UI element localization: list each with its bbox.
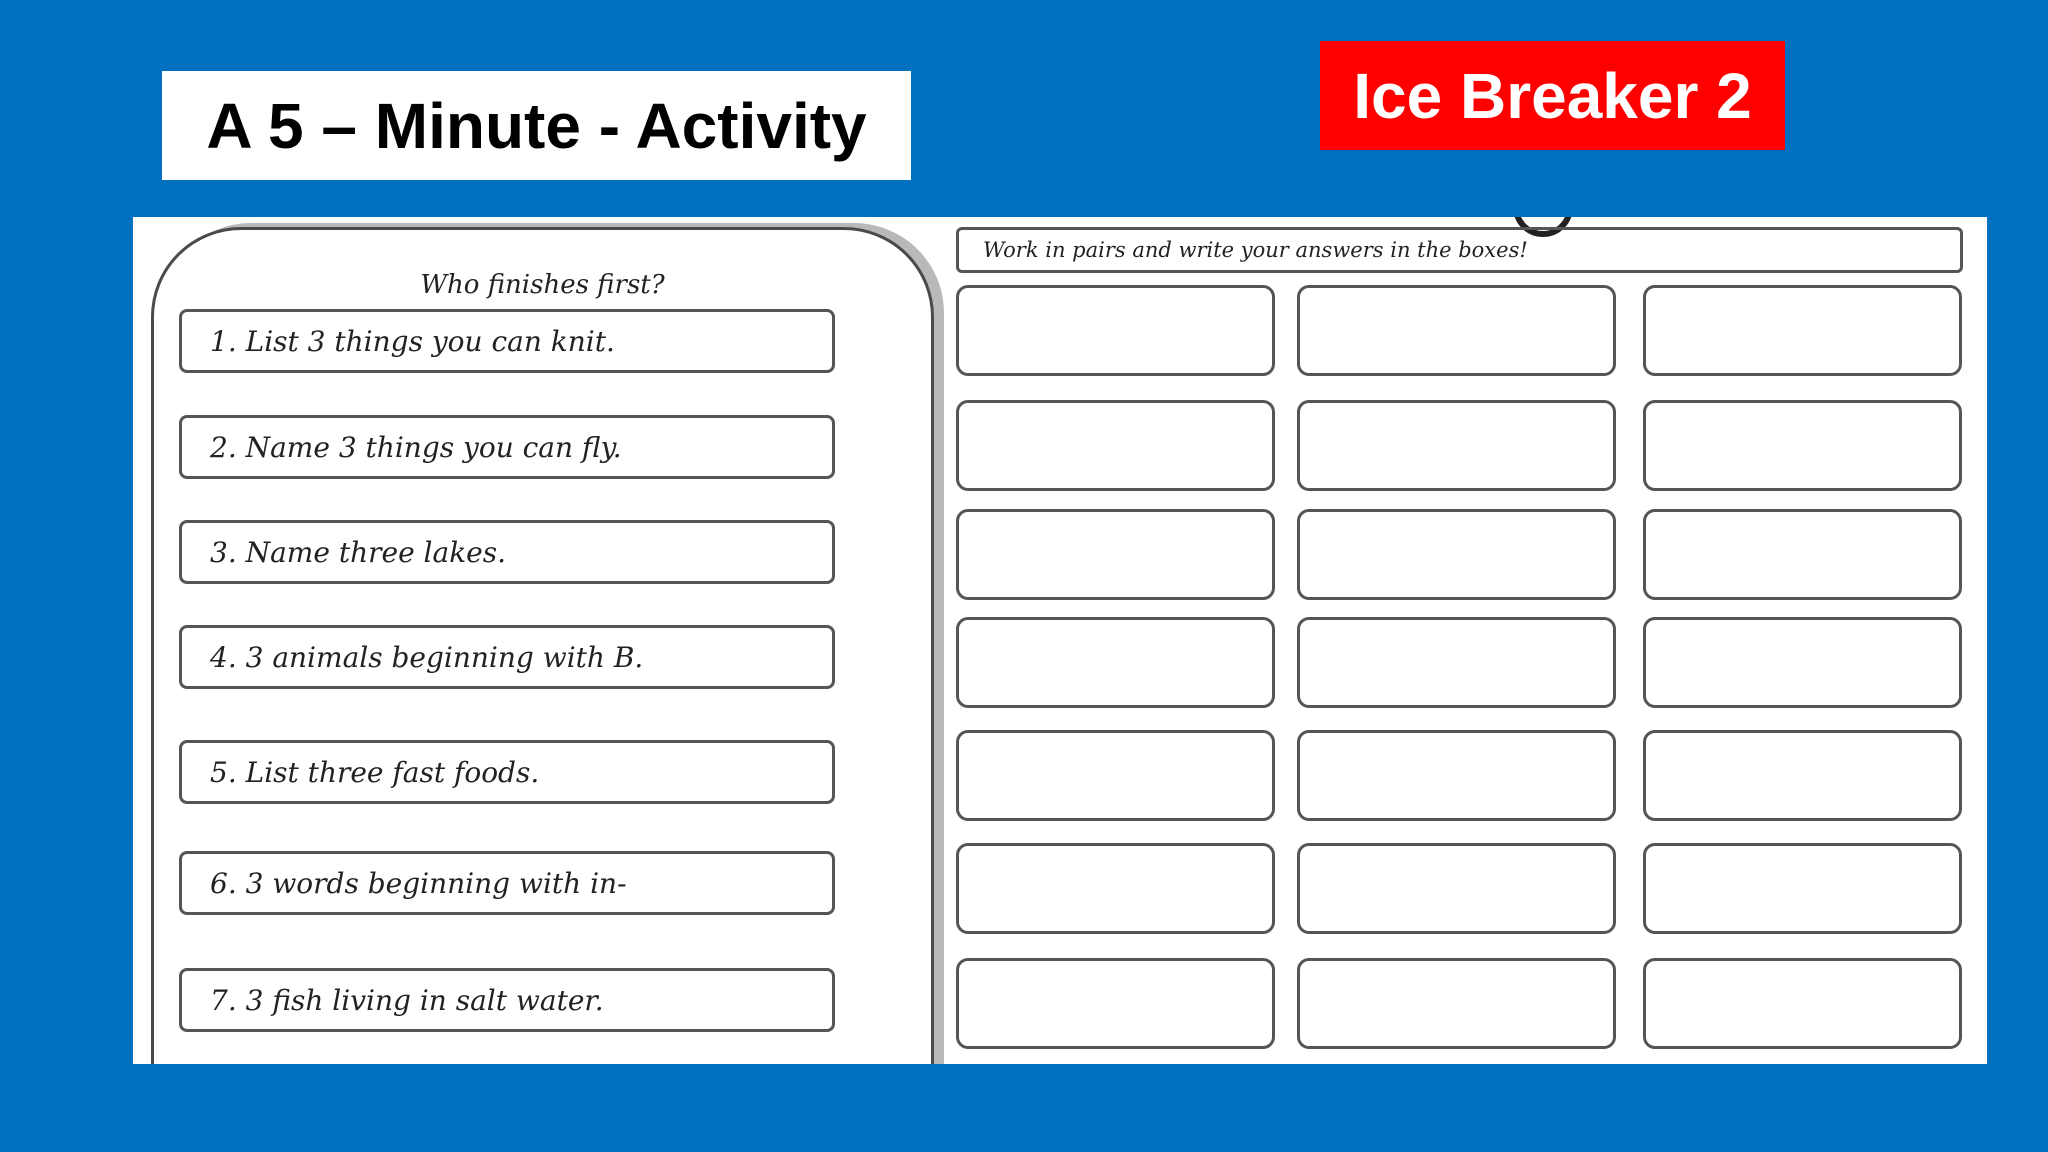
answer-box[interactable] <box>1297 730 1616 821</box>
answer-box[interactable] <box>1297 400 1616 491</box>
question-box: 5. List three fast foods. <box>179 740 835 804</box>
instruction-box: Work in pairs and write your answers in the boxes! <box>956 227 1963 273</box>
answer-box[interactable] <box>1643 730 1962 821</box>
question-box: 1. List 3 things you can knit. <box>179 309 835 373</box>
answer-box[interactable] <box>1297 509 1616 600</box>
answer-box[interactable] <box>1297 958 1616 1049</box>
answer-box[interactable] <box>1643 509 1962 600</box>
answer-box[interactable] <box>1643 617 1962 708</box>
answer-box[interactable] <box>956 617 1275 708</box>
answer-box[interactable] <box>1297 617 1616 708</box>
answer-box[interactable] <box>1643 958 1962 1049</box>
question-box: 3. Name three lakes. <box>179 520 835 584</box>
badge-label: Ice Breaker 2 <box>1353 59 1752 132</box>
ice-breaker-badge <box>1320 41 1785 150</box>
worksheet-image <box>133 217 1987 1064</box>
slide-title: A 5 – Minute - Activity <box>206 89 867 162</box>
answer-box[interactable] <box>956 400 1275 491</box>
answer-box[interactable] <box>956 285 1275 376</box>
questions-heading: Who finishes first? <box>420 270 665 300</box>
answer-box[interactable] <box>1643 400 1962 491</box>
answer-box[interactable] <box>1297 843 1616 934</box>
question-box: 6. 3 words beginning with in- <box>179 851 835 915</box>
answer-box[interactable] <box>1297 285 1616 376</box>
question-box: 2. Name 3 things you can fly. <box>179 415 835 479</box>
answer-box[interactable] <box>956 843 1275 934</box>
answer-box[interactable] <box>956 958 1275 1049</box>
question-box: 7. 3 fish living in salt water. <box>179 968 835 1032</box>
answer-box[interactable] <box>1643 285 1962 376</box>
question-box: 4. 3 animals beginning with B. <box>179 625 835 689</box>
answer-box[interactable] <box>956 730 1275 821</box>
answer-box[interactable] <box>956 509 1275 600</box>
answer-box[interactable] <box>1643 843 1962 934</box>
slide-title-box <box>162 71 911 180</box>
